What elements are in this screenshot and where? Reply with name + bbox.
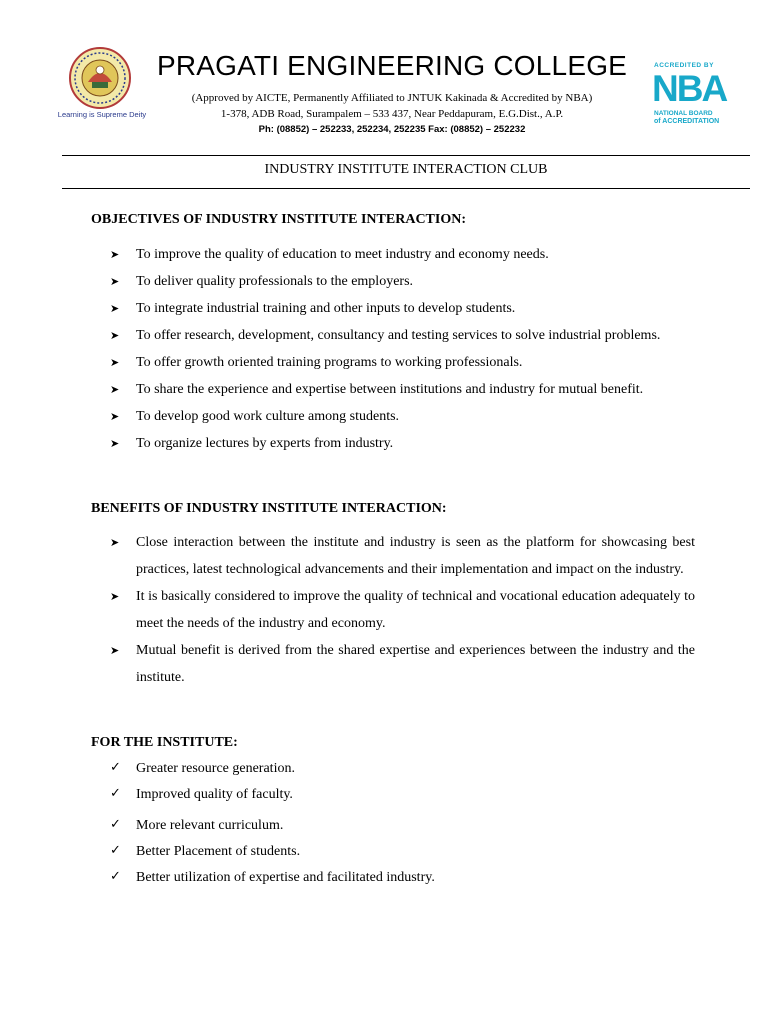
nba-line1: NATIONAL BOARD [654,110,713,117]
list-item: ➤ Close interaction between the institute and industry is seen as the platform for showcasing best practices, latest technological advancements and their implementation and impact on the industry. [110,529,695,583]
club-title: INDUSTRY INSTITUTE INTERACTION CLUB [264,162,548,177]
list-item: ➤ To deliver quality professionals to the employers. [110,268,695,295]
list-item: ➤ To integrate industrial training and other inputs to develop students. [110,295,695,322]
contact-phone: Ph: (08852) – 252233, 252234, 252235 Fax: (08852) – 252232 [258,124,526,135]
header-rule-bottom [62,188,750,189]
list-item: ➤ To improve the quality of education to meet industry and economy needs. [110,241,695,268]
list-item: ➤ Mutual benefit is derived from the shared expertise and experiences between the industry and the institute. [110,637,695,691]
list-item: ➤ To share the experience and expertise between institutions and industry for mutual benefit. [110,376,695,403]
list-item: ➤ To offer research, development, consultancy and testing services to solve industrial problems. [110,322,695,349]
list-item: ➤ To organize lectures by experts from industry. [110,430,695,457]
list-item: ✓ Greater resource generation. [110,756,695,782]
approval-text: (Approved by AICTE, Permanently Affiliated to JNTUK Kakinada & Accredited by NBA) [191,92,593,104]
benefits-heading: BENEFITS OF INDUSTRY INSTITUTE INTERACTION: [91,501,447,516]
list-item: ➤ To develop good work culture among students. [110,403,695,430]
list-item: ➤ It is basically considered to improve the quality of technical and vocational education adequately to meet the needs of the industry and economy. [110,583,695,637]
list-item: ✓ Improved quality of faculty. [110,782,695,808]
list-item: ➤ To offer growth oriented training programs to working professionals. [110,349,695,376]
college-motto: Learning is Supreme Deity [57,110,147,119]
objectives-heading: OBJECTIVES OF INDUSTRY INSTITUTE INTERACTION: [91,212,466,227]
institute-heading: FOR THE INSTITUTE: [91,735,238,750]
list-item: ✓ Better utilization of expertise and facilitated industry. [110,865,695,891]
benefits-list [110,529,695,691]
list-item: ✓ More relevant curriculum. [110,813,695,839]
college-name: PRAGATI ENGINEERING COLLEGE [156,50,628,81]
nba-accredited-by: ACCREDITED BY [654,62,714,69]
nba-letters: NBA [652,68,727,109]
nba-logo [648,62,732,134]
list-item: ✓ Better Placement of students. [110,839,695,865]
objectives-list [110,241,695,457]
nba-line2: of ACCREDITATION [654,118,720,125]
institute-list [110,756,695,891]
header-rule-top [62,155,750,156]
college-address: 1-378, ADB Road, Surampalem – 533 437, Near Peddapuram, E.G.Dist., A.P. [220,108,564,120]
